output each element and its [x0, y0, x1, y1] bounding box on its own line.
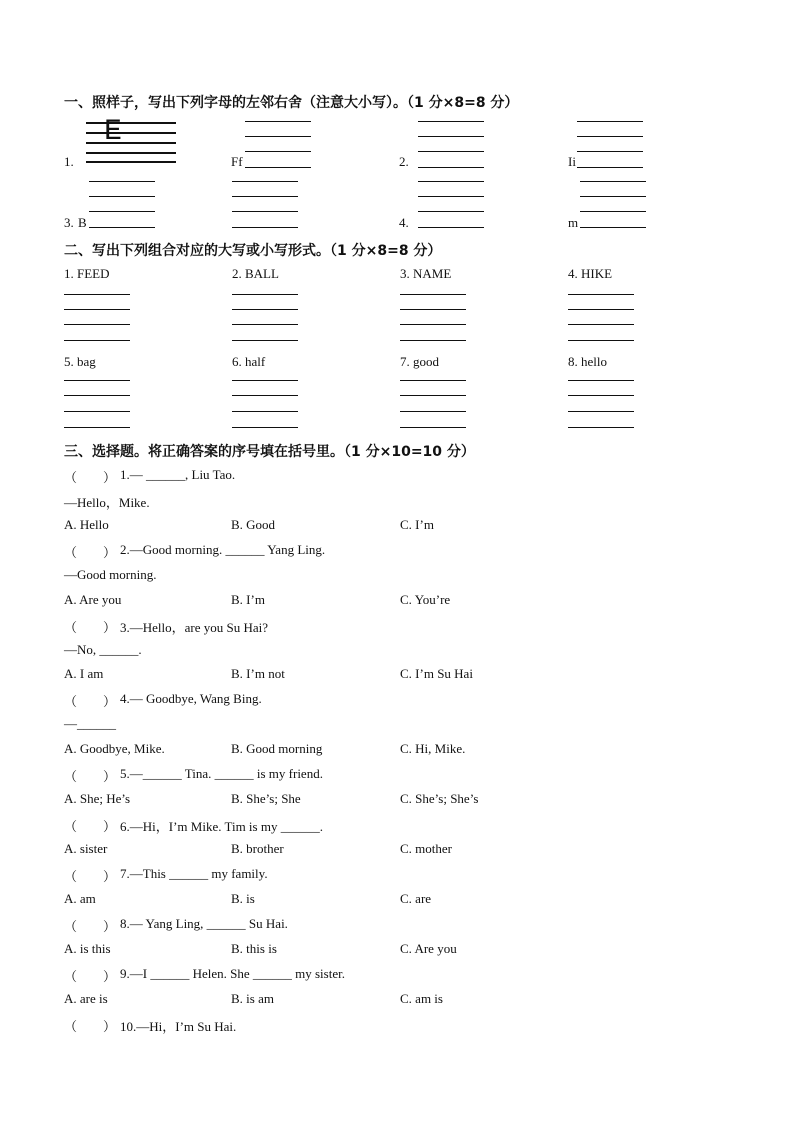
s1-item-label: 3.: [64, 215, 74, 230]
s1-given-letter: Ii: [568, 154, 576, 169]
question-text: 8.— Yang Ling, ______ Su Hai.: [120, 916, 288, 931]
question-text: 4.— Goodbye, Wang Bing.: [120, 691, 262, 706]
question-reply: —______: [64, 716, 116, 731]
question-text: 2.—Good morning. ______ Yang Ling.: [120, 542, 326, 557]
answer-bracket[interactable]: （ ）: [64, 694, 117, 709]
s2-word: 5. bag: [64, 354, 96, 369]
section3-heading: 三、选择题。将正确答案的序号填在括号里。（1 分×10=10 分）: [64, 444, 475, 460]
question-text: 7.—This ______ my family.: [120, 866, 268, 881]
s2-word: 3. NAME: [400, 266, 452, 281]
question-reply: —Good morning.: [64, 567, 157, 582]
option-a: A. sister: [64, 841, 108, 856]
s1-item-label: 4.: [399, 215, 409, 230]
option-a: A. I am: [64, 666, 104, 681]
s1-given-letter: m: [568, 215, 579, 230]
option-a: A. Goodbye, Mike.: [64, 741, 165, 756]
s1-given-letter: Ff: [231, 154, 243, 169]
option-c: C. You’re: [400, 592, 451, 607]
s1-given-letter: B: [78, 215, 87, 230]
option-b: B. is am: [231, 991, 274, 1006]
option-a: A. are is: [64, 991, 108, 1006]
answer-bracket[interactable]: （ ）: [64, 869, 117, 884]
s2-word: 8. hello: [568, 354, 607, 369]
option-c: C. mother: [400, 841, 452, 856]
answer-bracket[interactable]: （ ）: [64, 819, 117, 834]
option-b: B. I’m: [231, 592, 265, 607]
question-text: 10.—Hi，I’m Su Hai.: [120, 1019, 237, 1034]
option-b: B. She’s; She: [231, 791, 301, 806]
answer-bracket[interactable]: （ ）: [64, 545, 117, 560]
s2-word: 6. half: [232, 354, 266, 369]
question-reply: —Hello，Mike.: [64, 495, 150, 510]
answer-bracket[interactable]: （ ）: [64, 769, 117, 784]
s1-item-label: 2.: [399, 154, 409, 169]
example-letter: E: [104, 115, 123, 149]
answer-bracket[interactable]: （ ）: [64, 470, 117, 485]
option-b: B. is: [231, 891, 255, 906]
option-c: C. She’s; She’s: [400, 791, 479, 806]
option-a: A. am: [64, 891, 96, 906]
option-b: B. this is: [231, 941, 277, 956]
option-c: C. am is: [400, 991, 443, 1006]
question-reply: —No, ______.: [64, 642, 142, 657]
option-a: A. Hello: [64, 517, 109, 532]
s2-word: 2. BALL: [232, 266, 279, 281]
section2-heading: 二、写出下列组合对应的大写或小写形式。（1 分×8=8 分）: [64, 243, 442, 259]
option-b: B. I’m not: [231, 666, 285, 681]
s2-word: 7. good: [400, 354, 439, 369]
option-c: C. are: [400, 891, 432, 906]
answer-bracket[interactable]: （ ）: [64, 919, 117, 934]
question-text: 6.—Hi，I’m Mike. Tim is my ______.: [120, 819, 323, 834]
section1-heading: 一、照样子，写出下列字母的左邻右舍（注意大小写）。（1 分×8=8 分）: [64, 95, 519, 111]
option-b: B. Good: [231, 517, 276, 532]
option-a: A. She; He’s: [64, 791, 131, 806]
option-c: C. Are you: [400, 941, 457, 956]
answer-bracket[interactable]: （ ）: [64, 620, 117, 635]
s2-word: 1. FEED: [64, 266, 110, 281]
question-text: 9.—I ______ Helen. She ______ my sister.: [120, 966, 345, 981]
option-c: C. Hi, Mike.: [400, 741, 466, 756]
question-text: 1.— ______, Liu Tao.: [120, 467, 236, 482]
option-a: A. Are you: [64, 592, 122, 607]
s2-word: 4. HIKE: [568, 266, 613, 281]
answer-bracket[interactable]: （ ）: [64, 1019, 117, 1034]
option-c: C. I’m Su Hai: [400, 666, 473, 681]
option-b: B. brother: [231, 841, 284, 856]
question-text: 3.—Hello，are you Su Hai?: [120, 620, 269, 635]
s1-item-label: 1.: [64, 154, 74, 169]
option-a: A. is this: [64, 941, 111, 956]
option-c: C. I’m: [400, 517, 434, 532]
option-b: B. Good morning: [231, 741, 323, 756]
question-text: 5.—______ Tina. ______ is my friend.: [120, 766, 323, 781]
answer-bracket[interactable]: （ ）: [64, 969, 117, 984]
